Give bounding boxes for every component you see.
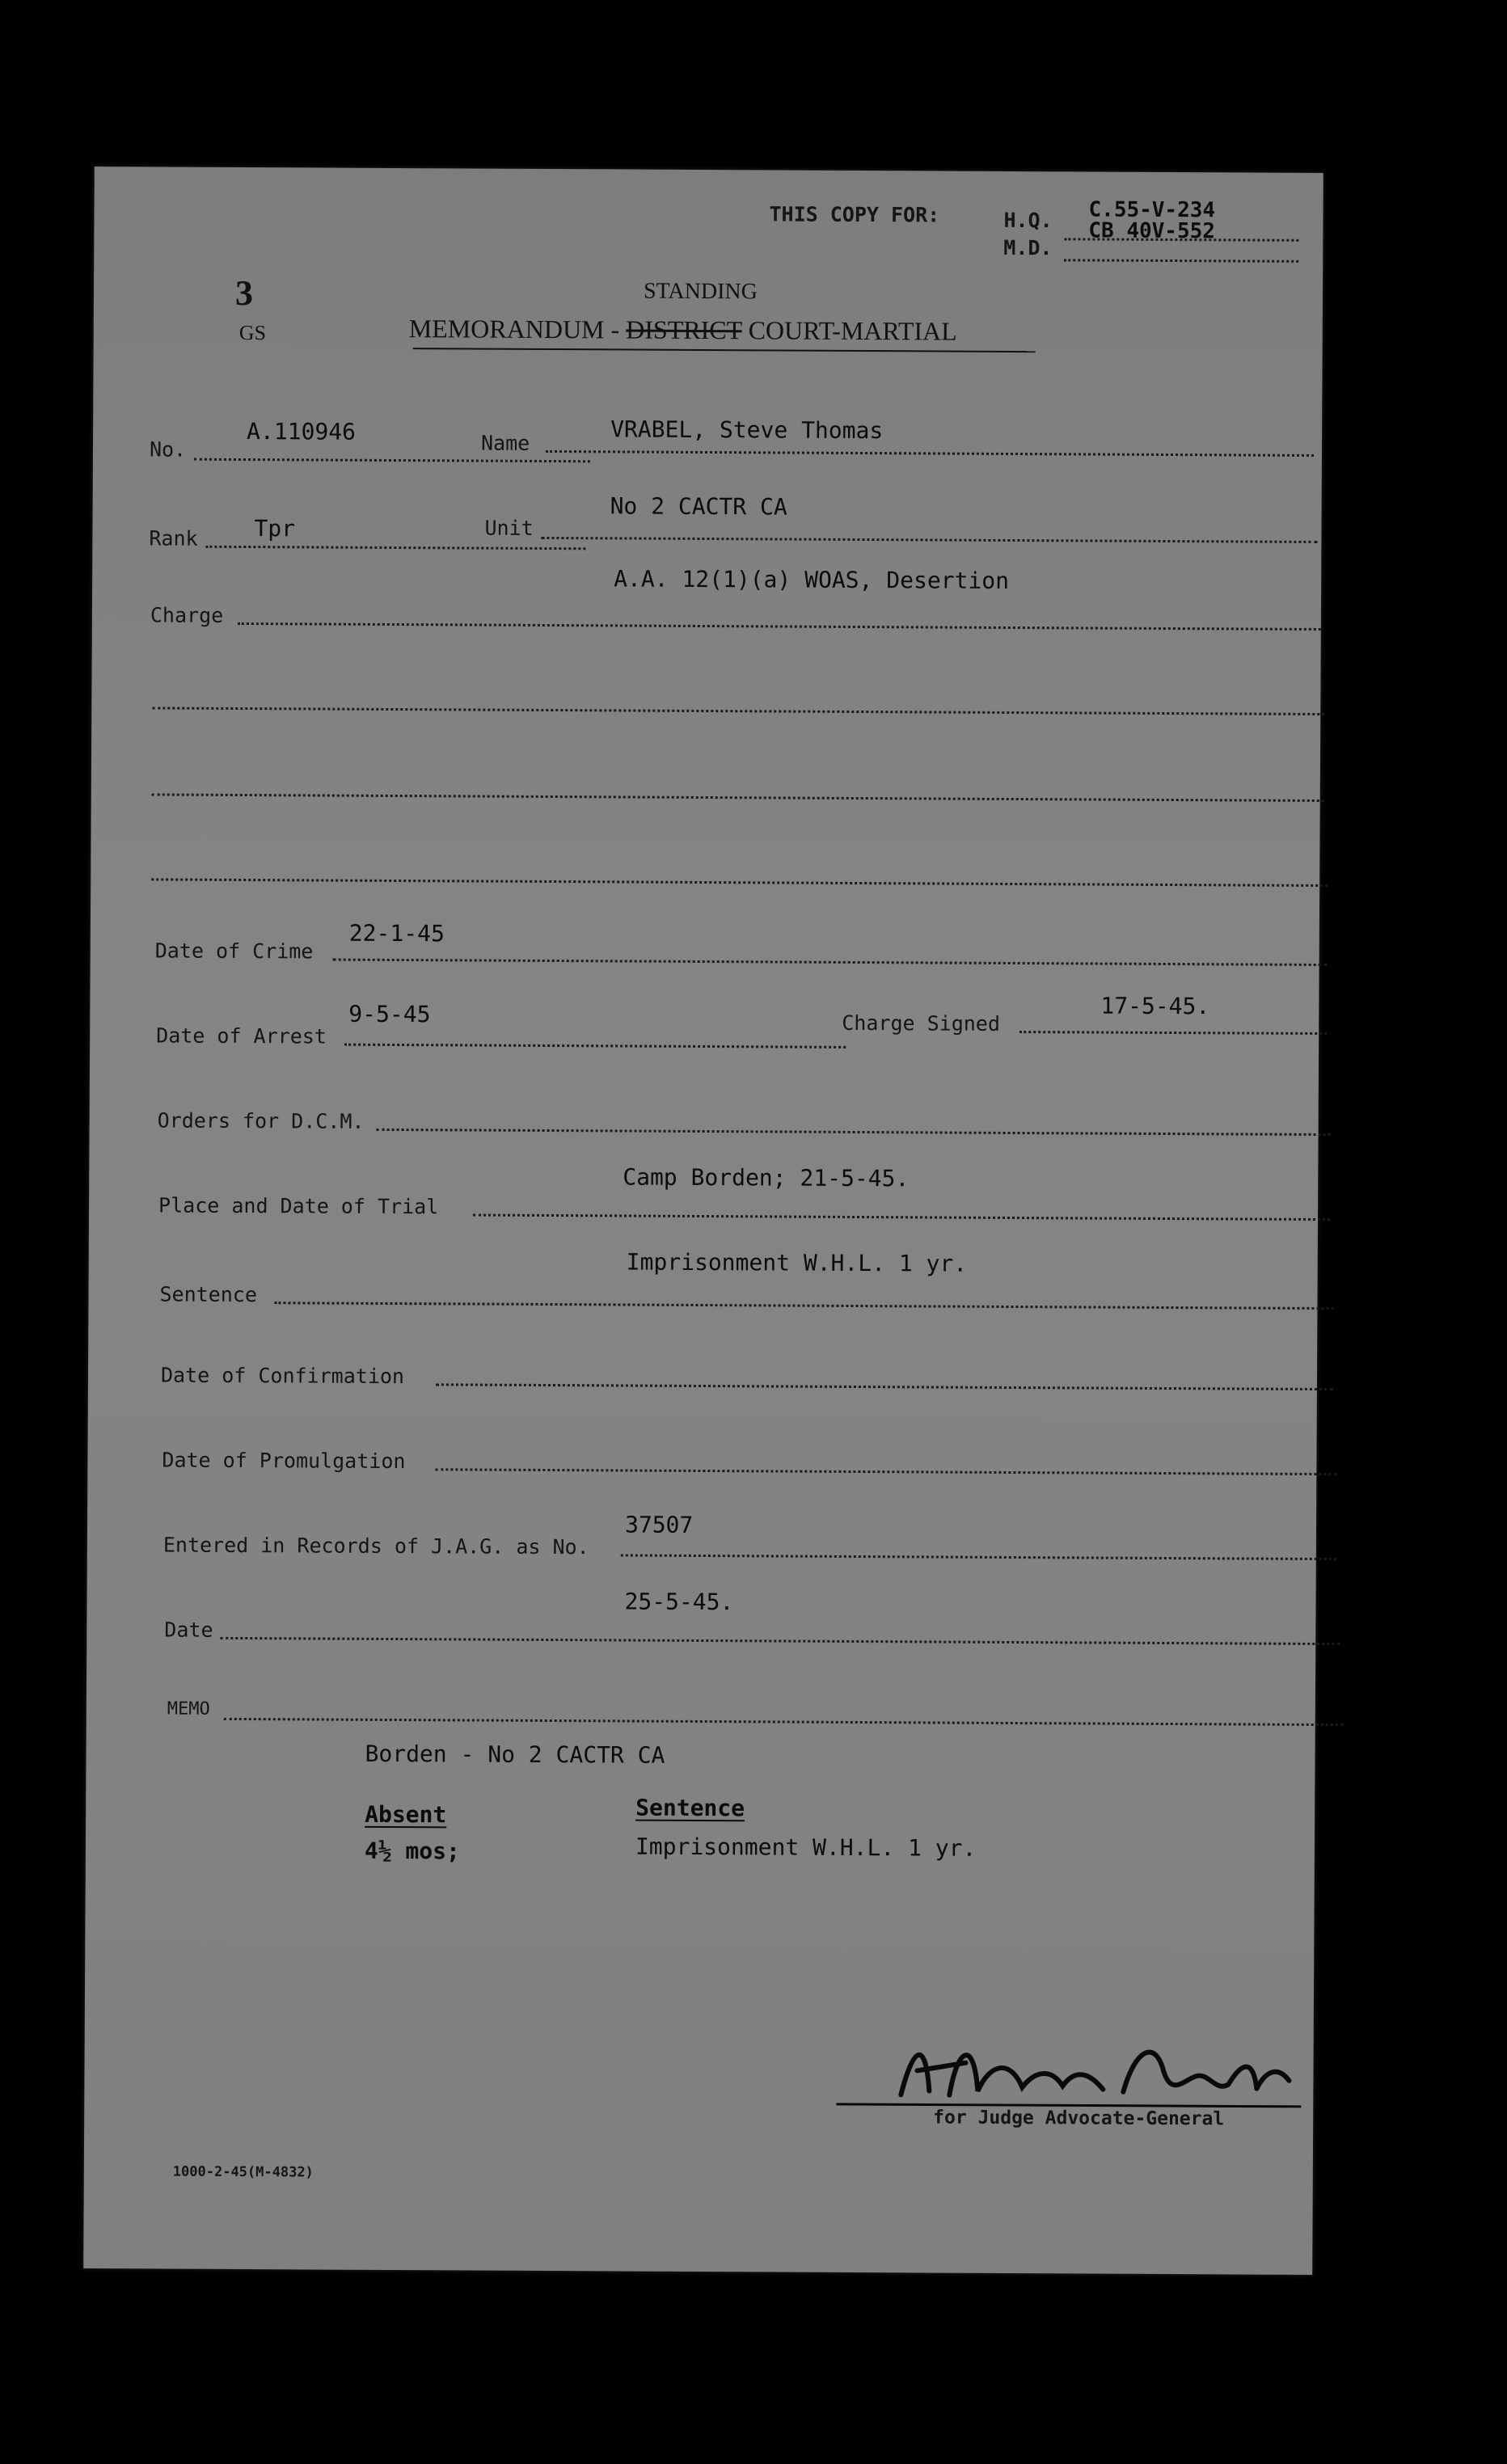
unit-label: Unit (484, 516, 534, 540)
unit-value: No 2 CACTR CA (610, 492, 787, 521)
rank-value: Tpr (254, 515, 296, 542)
rank-rule (205, 546, 585, 550)
no-value: A.110946 (247, 418, 357, 445)
copy-for-label: THIS COPY FOR: (769, 202, 940, 227)
place-date-value: Camp Borden; 21-5-45. (623, 1163, 910, 1192)
date-of-arrest-value: 9-5-45 (348, 1000, 431, 1028)
promulgation-rule (435, 1468, 1336, 1475)
handwritten-mark: 3 (234, 272, 254, 314)
date-value: 25-5-45. (624, 1588, 734, 1616)
memo-label: MEMO (167, 1698, 210, 1719)
charge-rule-1 (238, 622, 1321, 631)
document-sheet (83, 167, 1323, 2275)
records-label: Entered in Records of J.A.G. as No. (163, 1533, 589, 1559)
date-of-crime-label: Date of Crime (154, 939, 314, 964)
confirmation-label: Date of Confirmation (160, 1363, 405, 1389)
records-rule (621, 1554, 1336, 1560)
promulgation-label: Date of Promulgation (162, 1448, 406, 1474)
memo-sentence-value: Imprisonment W.H.L. 1 yr. (635, 1833, 977, 1862)
place-date-label: Place and Date of Trial (158, 1193, 439, 1219)
name-value: VRABEL, Steve Thomas (610, 416, 884, 445)
name-rule (546, 450, 1314, 457)
date-of-arrest-rule (344, 1044, 846, 1048)
district-struck: DISTRICT (626, 314, 742, 345)
charge-signed-label: Charge Signed (842, 1010, 1001, 1036)
standing-insert: STANDING (643, 278, 758, 305)
date-of-arrest-label: Date of Arrest (156, 1023, 327, 1048)
memo-line-1: Borden - No 2 CACTR CA (365, 1740, 665, 1769)
md-rule (1064, 259, 1298, 263)
name-label: Name (480, 431, 530, 455)
sentence-value: Imprisonment W.H.L. 1 yr. (626, 1248, 968, 1277)
no-label: No. (149, 437, 187, 462)
memo-absent-heading: Absent (365, 1800, 447, 1829)
signature-caption: for Judge Advocate-General (933, 2107, 1225, 2130)
hq-label: H.Q. (1003, 208, 1053, 233)
memorandum-word: MEMORANDUM - (408, 314, 620, 344)
place-date-rule (473, 1214, 1330, 1221)
title-underline (413, 348, 1036, 352)
unit-rule (541, 537, 1317, 543)
orders-label: Orders for D.C.M. (157, 1108, 365, 1133)
charge-signed-value: 17-5-45. (1100, 992, 1210, 1020)
charge-label: Charge (150, 603, 224, 627)
date-of-crime-rule (333, 959, 1328, 966)
charge-value: A.A. 12(1)(a) WOAS, Desertion (614, 565, 1010, 594)
charge-rule-4 (151, 878, 1328, 887)
memorandum-title (409, 314, 957, 347)
hq-file-number: C.55-V-234 (1088, 197, 1216, 223)
court-martial-word: COURT-MARTIAL (748, 315, 957, 346)
date-of-crime-value: 22-1-45 (348, 919, 445, 947)
memo-sentence-heading: Sentence (635, 1794, 745, 1822)
date-rule (220, 1637, 1340, 1645)
charge-rule-2 (152, 707, 1324, 715)
sentence-rule (274, 1302, 1333, 1310)
confirmation-rule (436, 1383, 1333, 1390)
date-label: Date (164, 1618, 213, 1642)
charge-signed-rule (1019, 1031, 1327, 1035)
sentence-label: Sentence (159, 1282, 258, 1307)
md-file-number: CB 40V-552 (1088, 218, 1216, 244)
form-number: 1000-2-45(M-4832) (172, 2163, 314, 2181)
no-rule (194, 458, 590, 463)
rank-label: Rank (149, 526, 198, 551)
memo-rule (224, 1718, 1344, 1726)
md-label: M.D. (1003, 235, 1053, 260)
memo-absent-value: 4½ mos; (364, 1837, 461, 1865)
charge-rule-3 (152, 793, 1324, 802)
orders-rule (377, 1129, 1331, 1136)
records-value: 37507 (624, 1511, 694, 1538)
gs-label: GS (239, 320, 267, 345)
